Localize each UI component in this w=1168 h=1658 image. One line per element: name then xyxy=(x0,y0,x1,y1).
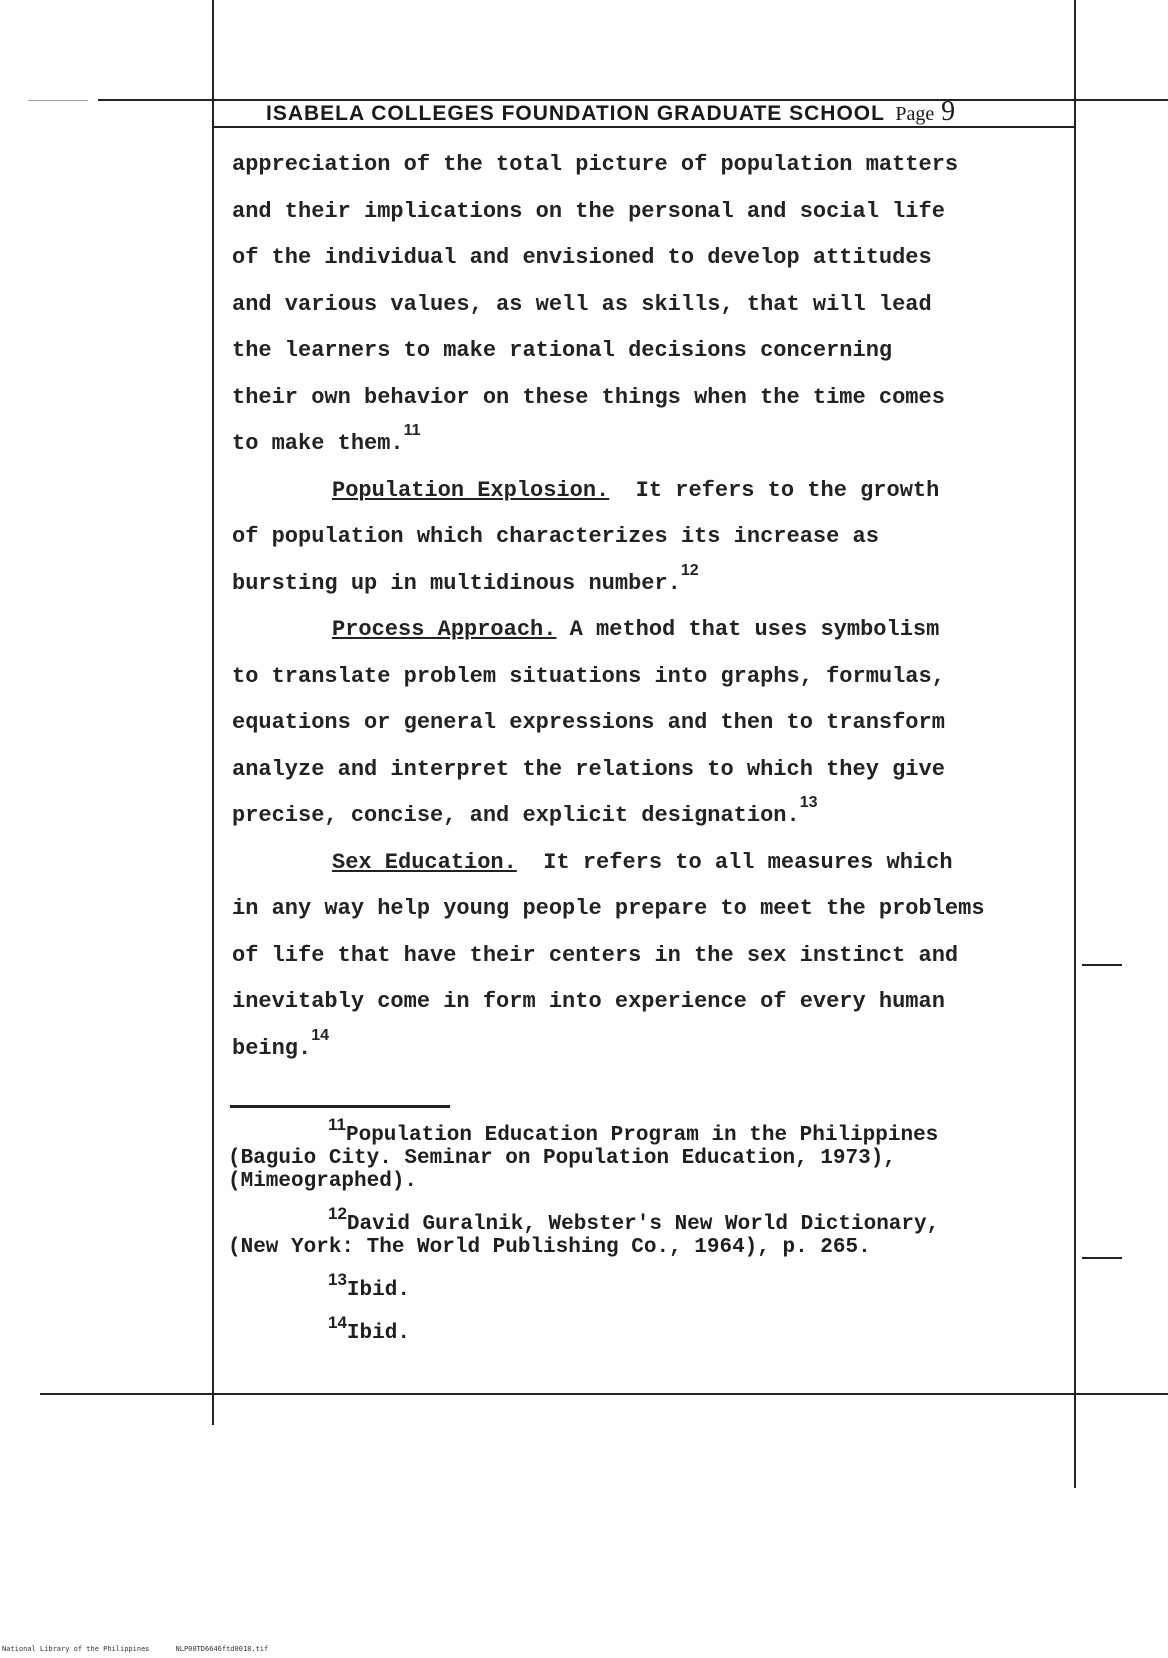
footnote-ref: 11 xyxy=(403,422,421,439)
footnote-14 xyxy=(228,1313,1088,1345)
text-line: inevitably come in form into experience of every human xyxy=(232,989,945,1014)
text-line: and their implications on the personal and social life xyxy=(232,198,945,224)
footnote-text: Population Education Program in the Philippines xyxy=(345,1124,939,1147)
term-population-explosion: Population Explosion. xyxy=(332,477,610,503)
footnote-ref: 14 xyxy=(311,1026,330,1044)
text-segment: being. xyxy=(232,1035,312,1061)
text-line xyxy=(232,561,1092,608)
text-segment: bursting up in multidinous number. xyxy=(232,570,681,596)
page-number: 9 xyxy=(941,96,957,127)
footnote-text: Ibid. xyxy=(346,1279,410,1302)
text-line: analyze and interpret the relations to which they give xyxy=(232,756,945,782)
text-line xyxy=(232,1026,1092,1073)
body-text xyxy=(232,142,1092,1072)
library-credit: National Library of the Philippines xyxy=(2,1645,150,1653)
footnote-number: 11 xyxy=(328,1115,346,1134)
footnote-text: Ibid. xyxy=(346,1322,410,1345)
text-segment: precise, concise, and explicit designation. xyxy=(232,803,800,828)
text-line: of the individual and envisioned to develop attitudes xyxy=(232,245,932,270)
text-line: in any way help young people prepare to meet the problems xyxy=(232,896,985,921)
text-line: of life that have their centers in the sex instinct and xyxy=(232,942,959,968)
text-line: the learners to make rational decisions concerning xyxy=(232,338,893,363)
footnote-ref: 13 xyxy=(799,794,818,811)
footnote-number: 13 xyxy=(328,1270,347,1289)
footnote-13 xyxy=(228,1270,1088,1302)
left-tick xyxy=(28,100,88,101)
left-margin-line xyxy=(212,0,214,1425)
page-header xyxy=(266,96,1056,128)
text-line: and various values, as well as skills, that will lead xyxy=(232,291,932,317)
text-segment: It refers to all measures which xyxy=(543,849,953,875)
footnotes xyxy=(228,1115,1088,1365)
footnote-text: David Guralnik, Webster's New World Dictionary, xyxy=(346,1213,940,1236)
footnote-number: 12 xyxy=(328,1204,347,1223)
footnote-text: (New York: The World Publishing Co., 1964), p. 265. xyxy=(228,1236,871,1259)
text-line: to translate problem situations into graphs, formulas, xyxy=(232,663,945,689)
text-segment: It refers to the growth xyxy=(635,477,940,503)
footnote-ref: 12 xyxy=(680,561,699,579)
text-line xyxy=(232,421,1092,468)
term-process-approach: Process Approach. xyxy=(332,617,557,642)
text-line: appreciation of the total picture of population matters xyxy=(232,152,959,177)
footnote-12 xyxy=(228,1204,1088,1259)
footnote-11 xyxy=(228,1115,1088,1193)
text-line: equations or general expressions and then to transform xyxy=(232,710,945,735)
right-tick-2 xyxy=(1082,1257,1122,1259)
school-name: ISABELA COLLEGES FOUNDATION GRADUATE SCHOOL xyxy=(266,102,885,125)
scan-footer xyxy=(2,1645,294,1653)
text-line: of population which characterizes its increase as xyxy=(232,524,879,549)
bottom-rule xyxy=(40,1393,1168,1395)
definition-population-explosion xyxy=(232,468,1092,515)
footnote-separator xyxy=(230,1105,450,1108)
footnote-text: (Mimeographed). xyxy=(228,1170,418,1193)
text-segment: to make them. xyxy=(232,431,404,456)
text-line: their own behavior on these things when the time comes xyxy=(232,384,945,410)
footnote-text: (Baguio City. Seminar on Population Education, 1973), xyxy=(228,1147,896,1170)
definition-sex-education xyxy=(232,840,1092,887)
term-sex-education: Sex Education. xyxy=(332,849,517,875)
definition-process-approach xyxy=(232,607,1092,654)
text-segment: A method that uses symbolism xyxy=(569,617,940,642)
page-label: Page xyxy=(895,103,935,125)
file-name: NLP00TD6646ftd0018.tif xyxy=(175,1645,269,1653)
text-line xyxy=(232,793,1092,840)
footnote-number: 14 xyxy=(328,1313,347,1332)
